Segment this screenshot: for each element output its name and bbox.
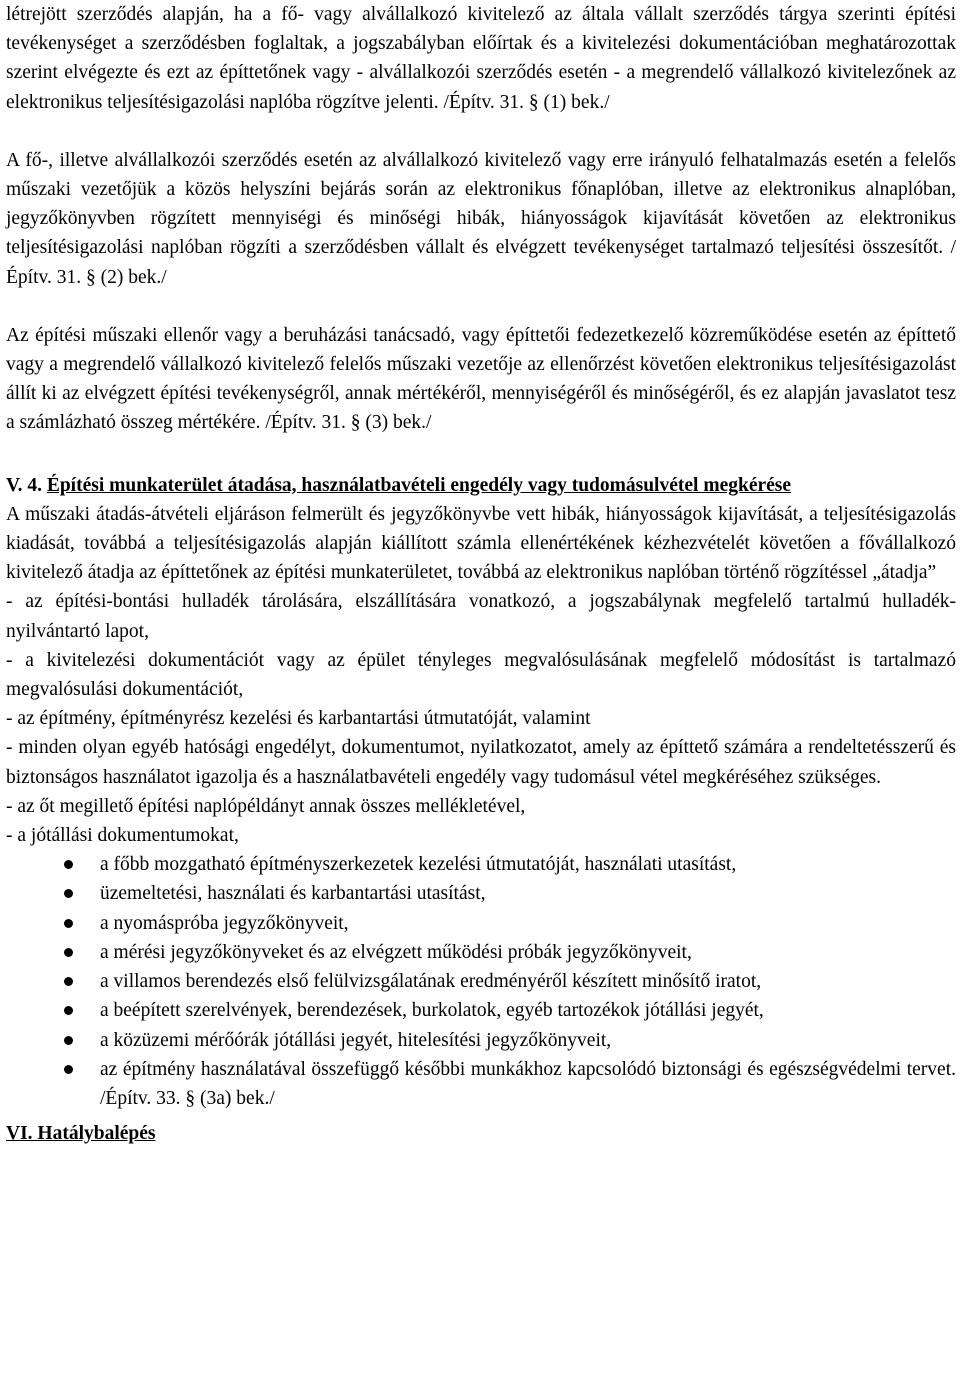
dash-item: - a jótállási dokumentumokat,	[6, 825, 239, 847]
bullet-item: a mérési jegyzőkönyveket és az elvégzett működési próbák jegyzőkönyveit,	[6, 938, 956, 967]
bullet-icon	[64, 1036, 73, 1045]
bullet-item: üzemeltetési, használati és karbantartási utasítást,	[6, 879, 956, 908]
bullet-item: a közüzemi mérőórák jótállási jegyét, hitelesítési jegyzőkönyveit,	[6, 1026, 956, 1055]
section-v4-number: V. 4.	[6, 474, 42, 496]
bullet-item: a villamos berendezés első felülvizsgálatának eredményéről készített minősítő iratot,	[6, 967, 956, 996]
dash-item: - minden olyan egyéb hatósági engedélyt, dokumentumot, nyilatkozatot, amely az építtető számára a rendeltetésszerű és biztonságos használatot igazolja és a használatbavételi engedély vagy tudomásul vétel megkéréséhez szükséges.	[6, 737, 956, 788]
warranty-document-list	[6, 850, 956, 1113]
bullet-icon	[64, 948, 73, 957]
dash-item: - az őt megillető építési naplópéldányt annak összes mellékletével,	[6, 795, 526, 817]
bullet-icon	[64, 1006, 73, 1015]
bullet-item: a beépített szerelvények, berendezések, burkolatok, egyéb tartozékok jótállási jegyét,	[6, 996, 956, 1025]
section-v4-title: Építési munkaterület átadása, használatbavételi engedély vagy tudomásulvétel megkérése	[46, 474, 792, 496]
bullet-item: a főbb mozgatható építményszerkezetek kezelési útmutatóját, használati utasítást,	[6, 850, 956, 879]
bullet-icon	[64, 977, 73, 986]
section-v4-heading	[6, 471, 956, 500]
paragraph-technical-inspector: Az építési műszaki ellenőr vagy a beruházási tanácsadó, vagy építtetői fedezetkezelő közreműködése esetén az építtető vagy a megrendelő vállalkozó kivitelező felelős műszaki vezetője az ellenőrzést követően elektronikus teljesítésigazolást állít ki az elvégzett építési tevékenységről, annak mértékéről, mennyiségéről és minőségéről, és ez alapján javaslatot tesz a számlázható összeg mértékére. /Építv. 31. § (3) bek./	[6, 324, 956, 434]
dash-item: - a kivitelezési dokumentációt vagy az épület tényleges megvalósulásának megfelelő módosítást is tartalmazó megvalósulási dokumentációt,	[6, 649, 956, 701]
bullet-icon	[64, 919, 73, 928]
section-v4-intro: A műszaki átadás-átvételi eljáráson felmerült és jegyzőkönyvbe vett hibák, hiányosságok kijavítását, a teljesítésigazolás kiadását, továbbá a teljesítésigazolás alapján kiállított számla ellenértékének kézhezvételét követően a fővállalkozó kivitelező átadja az építtetőnek az építési munkaterületet, továbbá az elektronikus naplóban történő rögzítéssel „átadja”	[6, 503, 956, 584]
bullet-icon	[64, 889, 73, 898]
paragraph-completion-report: létrejött szerződés alapján, ha a fő- vagy alvállalkozó kivitelező az általa vállalt szerződés tárgya szerinti építési tevékenységet a szerződésben foglaltak, a jogszabályban előírtak és a kivitelezési dokumentációban meghatározottak szerint elvégezte és ezt az építtetőnek vagy - alvállalkozói szerződés esetén - a megrendelő vállalkozó kivitelezőnek az elektronikus teljesítésigazolási naplóba rögzítve jelenti. /Építv. 31. § (1) bek./	[6, 4, 956, 113]
bullet-item: az építmény használatával összefüggő későbbi munkákhoz kapcsolódó biztonsági és egészségvédelmi tervet. /Építv. 33. § (3a) bek./	[6, 1055, 956, 1113]
bullet-icon	[64, 1065, 73, 1074]
dash-item: - az építési-bontási hulladék tárolására, elszállítására vonatkozó, a jogszabálynak megfelelő tartalmú hulladék-nyilvántartó lapot,	[6, 591, 956, 642]
paragraph-subcontractor-summary: A fő-, illetve alvállalkozói szerződés esetén az alvállalkozó kivitelező vagy erre irányuló felhatalmazás esetén a felelős műszaki vezetőjük a közös helyszíni bejárás során az elektronikus főnaplóban, illetve az elektronikus alnaplóban, jegyzőkönyvben rögzített mennyiségi és minőségi hibák, hiányosságok kijavítását követően az elektronikus teljesítésigazolási naplóban rögzíti a szerződésben vállalt és elvégzett tevékenységet tartalmazó teljesítési összesítőt. /Építv. 31. § (2) bek./	[6, 149, 956, 288]
dash-item: - az építmény, építményrész kezelési és karbantartási útmutatóját, valamint	[6, 708, 591, 730]
document-page	[6, 0, 956, 1148]
bullet-icon	[64, 860, 73, 869]
bullet-item: a nyomáspróba jegyzőkönyveit,	[6, 909, 956, 938]
section-vi-heading: VI. Hatálybalépés	[6, 1123, 156, 1145]
